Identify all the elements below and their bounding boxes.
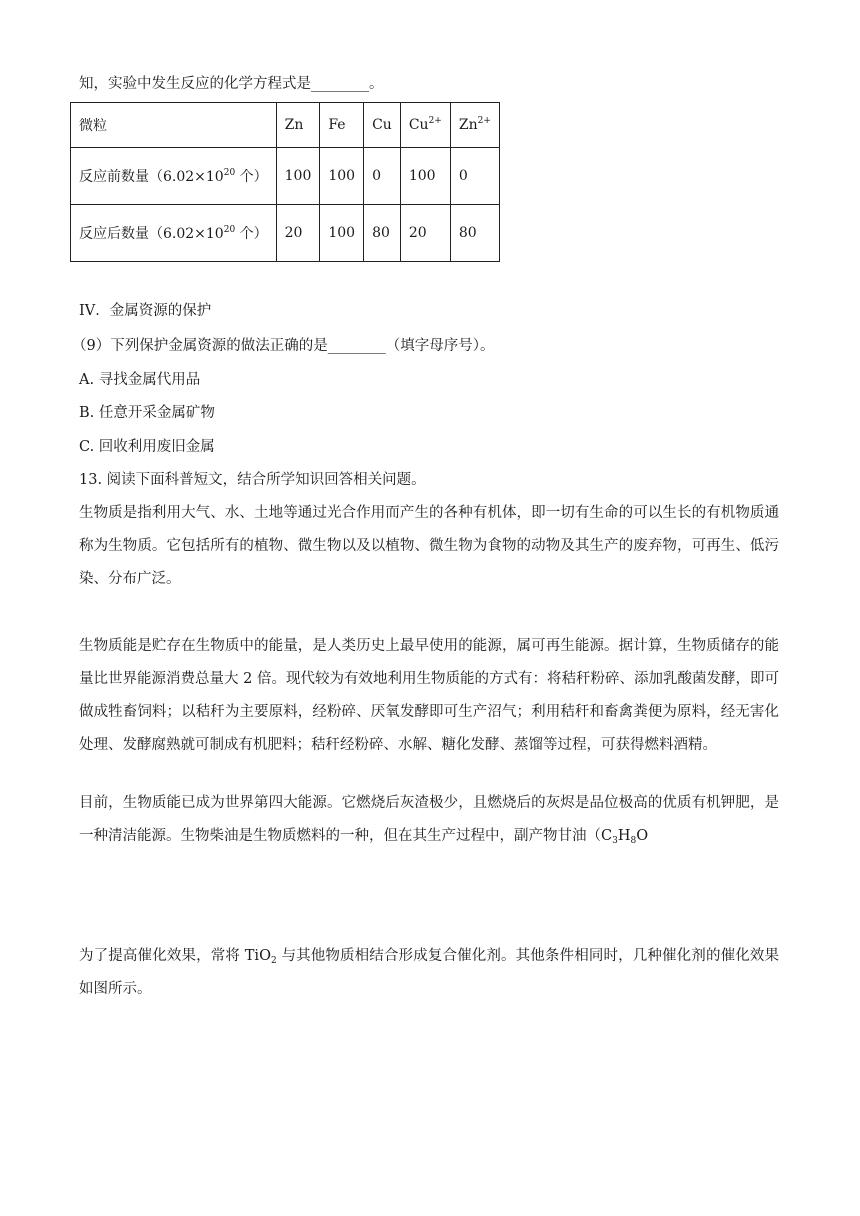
- header-cell-zn: Zn: [276, 103, 320, 148]
- table-cell: 100: [320, 205, 364, 262]
- table-cell: 80: [364, 205, 401, 262]
- table-cell: 100: [320, 148, 364, 205]
- row-label-after: 反应后数量（$6.02\times 10^{20}$ 个）: [71, 205, 277, 262]
- table-row: [71, 148, 500, 205]
- option-b: B. 任意开采金属矿物: [79, 405, 215, 421]
- question-13-stem: 13. 阅读下面科普短文，结合所学知识回答相关问题。: [79, 472, 426, 488]
- table-cell: 0: [364, 148, 401, 205]
- table-cell: 80: [450, 205, 499, 262]
- header-cell-fe: Fe: [320, 103, 364, 148]
- table-cell: 20: [400, 205, 450, 262]
- paragraph-glycerol-catalysis: 目前，生物质能已成为世界第四大能源。它燃烧后灰渣极少，且燃烧后的灰烬是品位极高的优质有机钾肥，是一种清洁能源。生物柴油是生物质燃料的一种，但在其生产过程中，副产物甘油（$C_3H_8O$: [79, 795, 779, 846]
- row-label-before: 反应前数量（$6.02\times 10^{20}$ 个）: [71, 148, 277, 205]
- table-cell: 100: [276, 148, 320, 205]
- previous-question-tail: 知，实验中发生反应的化学方程式是________。: [79, 76, 384, 92]
- table-row: [71, 205, 500, 262]
- question-9: （9）下列保护金属资源的做法正确的是________（填字母序号）。: [72, 338, 495, 354]
- table-cell: 100: [400, 148, 450, 205]
- header-cell-cu-ion: $Cu^{2+}$: [400, 103, 450, 148]
- header-cell-cu: Cu: [364, 103, 401, 148]
- header-cell-particle: 微粒: [71, 103, 277, 148]
- paragraph-biomass-definition: 生物质是指利用大气、水、土地等通过光合作用而产生的各种有机体，即一切有生命的可以生长的有机物质通称为生物质。它包括所有的植物、微生物以及以植物、微生物为食物的动物及其生产的废弃物，可再生、低污染、分布广泛。: [79, 505, 779, 587]
- option-a: A. 寻找金属代用品: [79, 372, 201, 388]
- paragraph-composite-catalyst: 为了提高催化效果，常将 TiO$_2$ 与其他物质相结合形成复合催化剂。其他条件相同时，几种催化剂的催化效果如图所示。: [79, 948, 779, 997]
- option-c: C. 回收利用废旧金属: [79, 439, 215, 455]
- table-cell: 0: [450, 148, 499, 205]
- header-cell-zn-ion: $Zn^{2+}$: [450, 103, 499, 148]
- table-cell: 20: [276, 205, 320, 262]
- section-title: IV．金属资源的保护: [79, 303, 212, 319]
- paragraph-biomass-energy: 生物质能是贮存在生物质中的能量，是人类历史上最早使用的能源，属可再生能源。据计算，生物质储存的能量比世界能源消费总量大 2 倍。现代较为有效地利用生物质能的方式有：将秸秆粉碎、添加乳酸菌发酵，即可做成牲畜饲料；以秸秆为主要原料，经粉碎、厌氧发酵即可生产沼气；利用秸秆和畜禽粪便为原料，经无害化处理、发酵腐熟就可制成有机肥料；秸秆经粉碎、水解、糖化发酵、蒸馏等过程，可获得燃料酒精。: [79, 638, 779, 753]
- particle-count-table: [70, 102, 500, 262]
- table-header-row: [71, 103, 500, 148]
